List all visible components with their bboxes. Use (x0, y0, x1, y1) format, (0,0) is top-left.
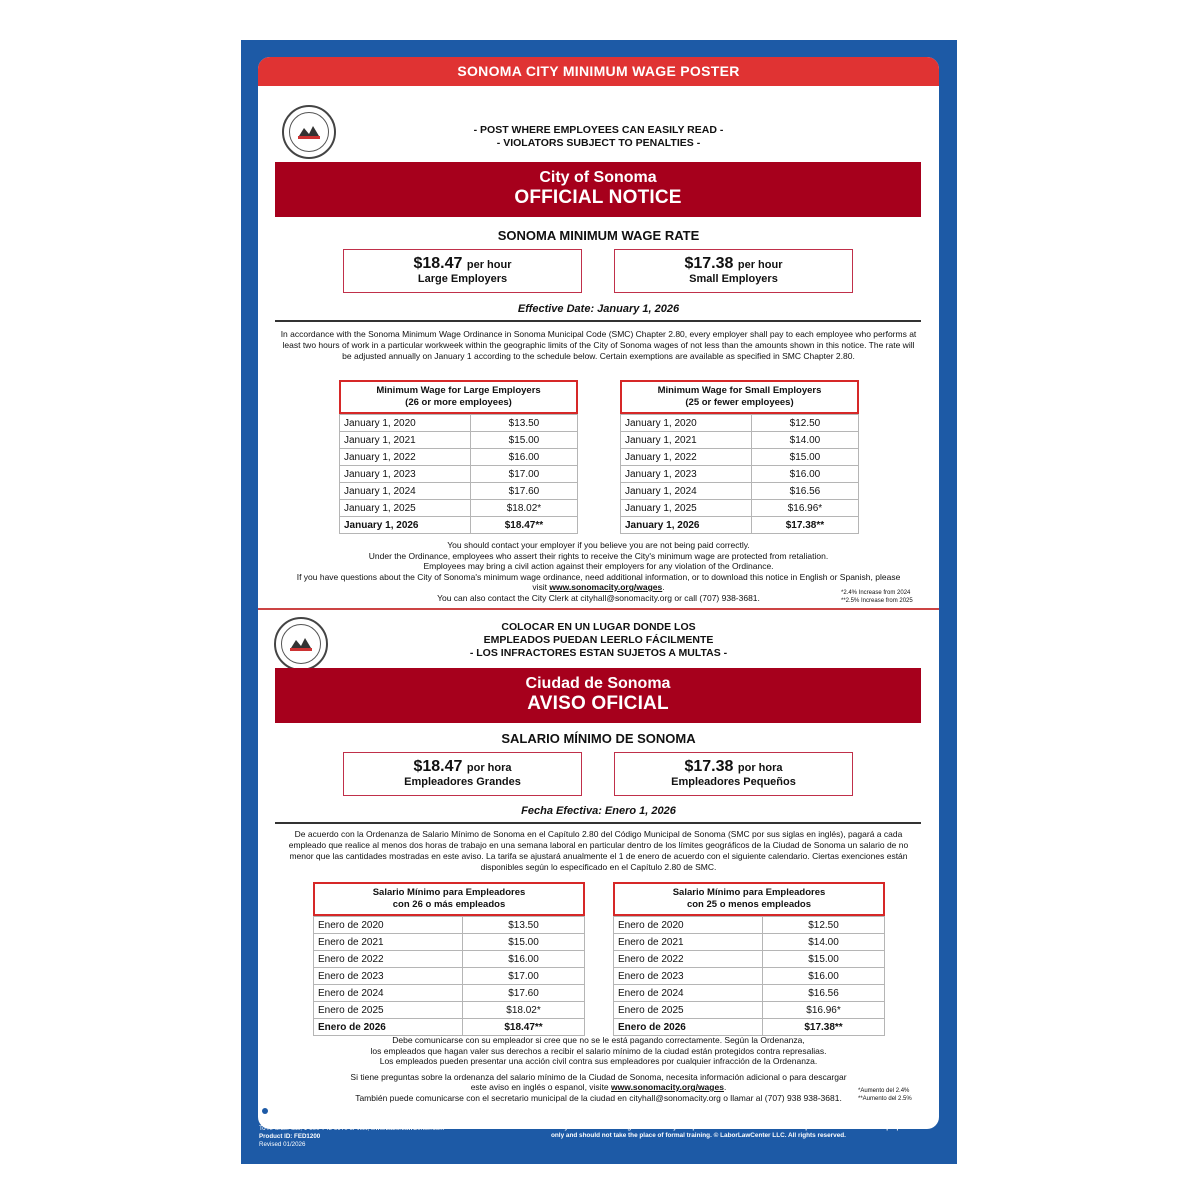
table-row (340, 466, 578, 483)
legal-disclaimer: LaborLawCenter LLC does NOT assume responsibility for the use, actions, or decisions made by the employer. LaborLawCenter LLC is NOT providing any legal advice or legal opinion by selling this poster. It is highly recommended that you consult with a legal advisor for your specific situation. The content on this poster is for informational purposes only and should not take the place of formal training. © LaborLawCenter LLC. All rights reserved. (551, 1108, 915, 1139)
logo-icon (259, 1105, 271, 1117)
table-row (621, 449, 859, 466)
post-notice-line-1: COLOCAR EN UN LUGAR DONDE LOS (501, 621, 696, 633)
effective-date: Effective Date: January 1, 2026 (517, 303, 680, 315)
table-row (340, 483, 578, 500)
rate-amount: $17.38 (684, 255, 734, 272)
table-row (621, 415, 859, 432)
row-date: Enero de 2021 (614, 934, 763, 951)
row-date: January 1, 2023 (340, 466, 471, 483)
table-row (314, 968, 585, 985)
row-wage: $12.50 (763, 917, 885, 934)
divider-rule (275, 320, 921, 322)
row-date: Enero de 2026 (314, 1019, 463, 1036)
row-wage: $16.56 (751, 483, 858, 500)
poster-title: SONOMA CITY MINIMUM WAGE POSTER (258, 57, 939, 86)
rate-box-small (614, 249, 853, 293)
row-wage: $13.50 (470, 415, 577, 432)
table-row (614, 1002, 885, 1019)
wage-schedule (339, 414, 578, 534)
row-date: Enero de 2022 (314, 951, 463, 968)
row-wage: $17.60 (470, 483, 577, 500)
ordinance-paragraph: In accordance with the Sonoma Minimum Wage Ordinance in Sonoma Municipal Code (SMC) Chapter 2.80, every employer shall pay to each employee who performs at least two hours of work in a particular workweek within the geographic limits of the City of Sonoma wages of not less than the amounts shown in this notice. The rate will be adjusted annually on January 1 according to the schedule below. Certain exemptions are available as specified in SMC Chapter 2.80. (280, 329, 917, 361)
row-date: January 1, 2025 (621, 500, 752, 517)
wages-link[interactable]: www.sonomacity.org/wages (611, 1082, 724, 1092)
row-date: January 1, 2024 (621, 483, 752, 500)
row-date: January 1, 2022 (340, 449, 471, 466)
rate-unit: per hour (466, 259, 512, 271)
small-employer-table (620, 380, 859, 534)
table-header: Salario Mínimo para Empleadores con 26 o más empleados (313, 882, 585, 916)
rate-label: Large Employers (417, 273, 508, 285)
row-wage: $16.96* (763, 1002, 885, 1019)
row-wage: $18.02* (470, 500, 577, 517)
row-date: Enero de 2024 (614, 985, 763, 1002)
divider-rule (275, 822, 921, 824)
table-row (314, 1019, 585, 1036)
poster (241, 40, 957, 1164)
row-date: Enero de 2020 (614, 917, 763, 934)
post-notice-line-2: EMPLEADOS PUEDAN LEERLO FÁCILMENTE (483, 634, 714, 646)
row-date: Enero de 2023 (314, 968, 463, 985)
wage-schedule (613, 916, 885, 1036)
table-header: Salario Mínimo para Empleadores con 25 o menos empleados (613, 882, 885, 916)
rights-notes: You should contact your employer if you believe you are not being paid correctly. Under the Ordinance, employees who assert their rights to receive the City's minimum wage are protected from retaliation. Employees may bring a civil action against their employers for any violation of the Ordinance. If you have questions about the City of Sonoma's minimum wage ordinance, need additional information, or to download this notice in English or Spanish, please visit www.sonomacity.org/wages. You can also contact the City Clerk at cityhall@sonomacity.org or call (707) 938-3681. (296, 540, 901, 603)
table-row (314, 951, 585, 968)
increase-footnotes: *2.4% Increase from 2024 **2.5% Increase from 2025 (841, 590, 913, 604)
table-row (314, 934, 585, 951)
post-notice-line-3: - LOS INFRACTORES ESTAN SUJETOS A MULTAS - (469, 647, 728, 659)
poster-footer: LaborLawCenter an Essential Company To re-order call, 1-800-745-9970 or visit, www.LaborLawCenter.com Product ID: FED1200 Revised 01/2026 LaborLawCenter LLC does NOT assume responsibility for the use, actions, or decisions made by the employer. LaborLawCenter LLC is NOT providing any legal advice or legal opinion by selling this poster. It is highly recommended that you consult with a legal advisor for your specific situation. The content on this poster is for informational purposes only and should not take the place of formal training. © LaborLawCenter LLC. All rights reserved. (259, 1105, 915, 1148)
wage-schedule (620, 414, 859, 534)
post-notice-line-2: - VIOLATORS SUBJECT TO PENALTIES - (496, 137, 701, 149)
row-date: January 1, 2020 (340, 415, 471, 432)
row-date: Enero de 2022 (614, 951, 763, 968)
table-row (340, 432, 578, 449)
row-wage: $15.00 (763, 951, 885, 968)
banner-city: Ciudad de Sonoma (525, 675, 671, 692)
row-wage: $17.38** (751, 517, 858, 534)
row-date: January 1, 2026 (621, 517, 752, 534)
row-wage: $16.00 (463, 951, 585, 968)
row-wage: $14.00 (763, 934, 885, 951)
table-row (621, 483, 859, 500)
row-wage: $16.56 (763, 985, 885, 1002)
rate-box-large (343, 249, 582, 293)
row-date: January 1, 2024 (340, 483, 471, 500)
large-employer-table (313, 882, 585, 1036)
laborlawcenter-logo: LaborLawCenter (259, 1105, 353, 1117)
table-row (621, 466, 859, 483)
row-wage: $15.00 (463, 934, 585, 951)
table-row (614, 934, 885, 951)
row-date: January 1, 2025 (340, 500, 471, 517)
row-wage: $15.00 (470, 432, 577, 449)
wage-rate-heading: SONOMA MINIMUM WAGE RATE (497, 228, 700, 243)
row-wage: $17.00 (463, 968, 585, 985)
row-date: Enero de 2024 (314, 985, 463, 1002)
rate-amount: $17.38 (684, 758, 734, 775)
row-wage: $17.00 (470, 466, 577, 483)
table-row (614, 968, 885, 985)
row-wage: $14.00 (751, 432, 858, 449)
ordinance-paragraph: De acuerdo con la Ordenanza de Salario Mínimo de Sonoma en el Capítulo 2.80 del Código Municipal de Sonoma (SMC por sus siglas en inglés), pagará a cada empleado que realice al menos dos horas de trabajo en una semana laboral en particular dentro de los límites geográficos de la Ciudad de Sonoma un salario de no menor que las cantidades mostradas en este aviso. La tarifa se ajustará anualmente el 1 de enero de acuerdo con el siguiente calendario. Ciertas exenciones están disponibles según lo especificado en el Capítulo 2.80 de SMC. (288, 829, 909, 872)
banner-city: City of Sonoma (539, 169, 657, 186)
table-row (340, 449, 578, 466)
rate-label: Empleadores Pequeños (671, 776, 796, 788)
table-row (340, 415, 578, 432)
large-employer-table (339, 380, 578, 534)
row-date: January 1, 2021 (340, 432, 471, 449)
table-row (340, 500, 578, 517)
wage-rate-heading: SALARIO MÍNIMO DE SONOMA (501, 731, 696, 746)
table-row (614, 951, 885, 968)
table-row (614, 985, 885, 1002)
post-notice-line-1: - POST WHERE EMPLOYEES CAN EASILY READ - (473, 124, 724, 136)
table-header: Minimum Wage for Large Employers (26 or more employees) (339, 380, 578, 414)
rate-amount: $18.47 (413, 255, 463, 272)
official-notice-banner (275, 668, 921, 723)
banner-title: OFFICIAL NOTICE (514, 187, 682, 208)
table-row (621, 432, 859, 449)
small-employer-table (613, 882, 885, 1036)
row-wage: $18.47** (463, 1019, 585, 1036)
row-date: Enero de 2020 (314, 917, 463, 934)
row-date: January 1, 2022 (621, 449, 752, 466)
poster-panel (258, 57, 939, 1129)
row-wage: $16.00 (763, 968, 885, 985)
table-row (340, 517, 578, 534)
table-row (314, 985, 585, 1002)
row-wage: $16.00 (470, 449, 577, 466)
section-divider (258, 608, 939, 610)
rate-box-small (614, 752, 853, 796)
row-wage: $18.47** (470, 517, 577, 534)
table-row (614, 1019, 885, 1036)
row-wage: $18.02* (463, 1002, 585, 1019)
table-row (314, 1002, 585, 1019)
row-wage: $12.50 (751, 415, 858, 432)
reorder-info: To re-order call, 1-800-745-9970 or visit, www.LaborLawCenter.com Product ID: FED1200 Revised 01/2026 (259, 1125, 445, 1148)
row-date: January 1, 2023 (621, 466, 752, 483)
row-date: January 1, 2021 (621, 432, 752, 449)
row-wage: $15.00 (751, 449, 858, 466)
effective-date: Fecha Efectiva: Enero 1, 2026 (521, 805, 676, 817)
row-wage: $16.96* (751, 500, 858, 517)
row-wage: $16.00 (751, 466, 858, 483)
row-date: January 1, 2020 (621, 415, 752, 432)
banner-title: AVISO OFICIAL (527, 693, 669, 714)
row-date: Enero de 2021 (314, 934, 463, 951)
row-wage: $17.38** (763, 1019, 885, 1036)
table-header: Minimum Wage for Small Employers (25 or fewer employees) (620, 380, 859, 414)
table-row (621, 517, 859, 534)
rate-label: Small Employers (689, 273, 778, 285)
row-date: Enero de 2025 (614, 1002, 763, 1019)
official-notice-banner (275, 162, 921, 217)
rate-label: Empleadores Grandes (404, 776, 521, 788)
rate-box-large (343, 752, 582, 796)
rights-notes: Debe comunicarse con su empleador si cree que no se le está pagando correctamente. Según la Ordenanza, los empleados que hagan valer sus derechos a recibir el salario mínimo de la ciudad están protegidos contra represalias. Los empleados pueden presentar una acción civil contra sus empleadores por cualquier infracción de la Ordenanza. Si tiene preguntas sobre la ordenanza del salario mínimo de la Ciudad de Sonoma, necesita información adicional o para descargar este aviso en inglés o espanol, visite www.sonomacity.org/wages. También puede comunicarse con el secretario municipal de la ciudad en cityhall@sonomacity.org o llamar al (707) 938 938-3681. (350, 1035, 847, 1103)
wage-schedule (313, 916, 585, 1036)
row-date: January 1, 2026 (340, 517, 471, 534)
row-date: Enero de 2025 (314, 1002, 463, 1019)
rate-amount: $18.47 (413, 758, 463, 775)
row-wage: $17.60 (463, 985, 585, 1002)
increase-footnotes: *Aumento del 2.4% **Aumento del 2.5% (858, 1088, 912, 1102)
rate-unit: por hora (466, 762, 512, 774)
row-date: Enero de 2026 (614, 1019, 763, 1036)
table-row (621, 500, 859, 517)
row-wage: $13.50 (463, 917, 585, 934)
table-row (614, 917, 885, 934)
row-date: Enero de 2023 (614, 968, 763, 985)
rate-unit: per hour (737, 259, 783, 271)
table-row (314, 917, 585, 934)
wages-link[interactable]: www.sonomacity.org/wages (549, 582, 663, 592)
rate-unit: por hora (737, 762, 783, 774)
